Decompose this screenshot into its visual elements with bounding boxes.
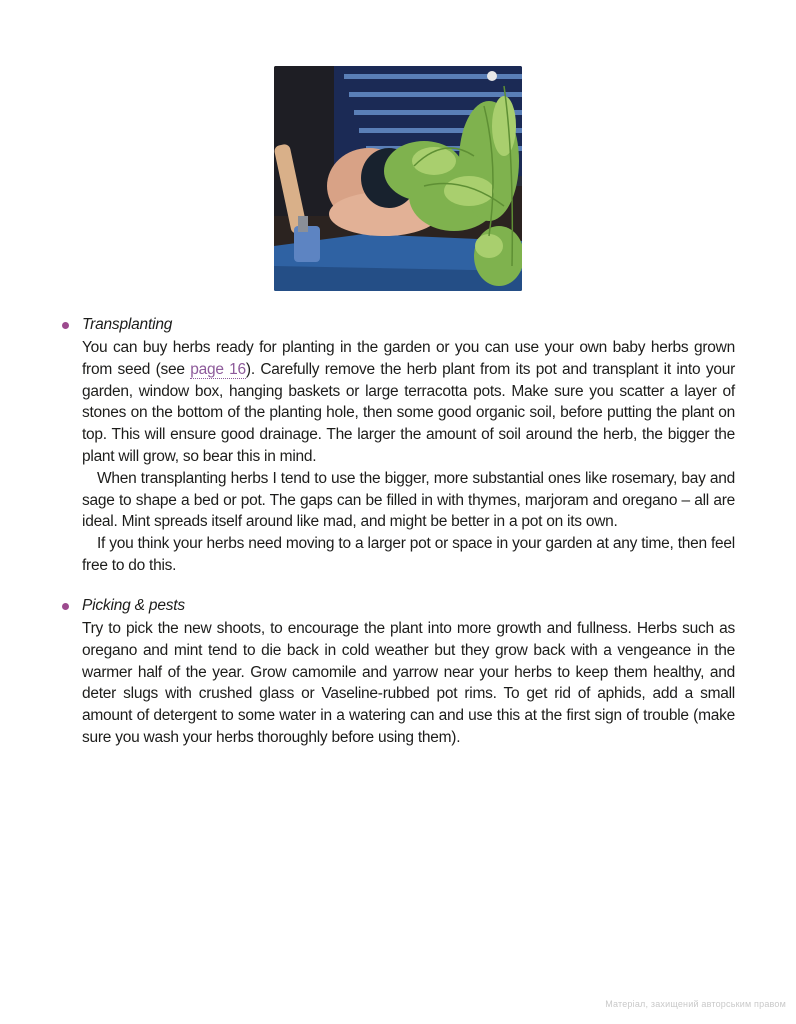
herb-photo xyxy=(274,66,522,291)
paragraph: When transplanting herbs I tend to use the bigger, more substantial ones like rosemary, bay and sage to shape a bed or pot. The gaps can be filled in with thymes, marjoram and oregano – all are ideal. Mint spreads itself around like mad, and might be better in a pot on its own. xyxy=(82,469,735,531)
section-body xyxy=(82,337,735,577)
paragraph-text: ). Carefully remove the herb plant from its pot and transplant it into your garden, window box, hanging baskets or large terracotta pots. Make sure you scatter a layer of stones on the bottom of the planting hole, then some good organic soil, before putting the plant on top. This will ensure good drainage. The larger the amount of soil around the herb, the bigger the plant will grow, so bear this in mind. xyxy=(82,360,735,465)
paragraph: If you think your herbs need moving to a larger pot or space in your garden at any time, then feel free to do this. xyxy=(82,535,735,574)
paragraph xyxy=(82,337,735,468)
bullet-dot xyxy=(62,603,69,610)
copyright-watermark: Матеріал, захищений авторським правом xyxy=(605,999,786,1009)
paragraph-text: You can buy herbs ready for planting in the garden or you can use your own baby herbs grown from seed (see xyxy=(82,339,735,378)
section-heading: Picking & pests xyxy=(82,597,185,614)
section-body xyxy=(82,618,735,749)
bullet-dot xyxy=(62,322,69,329)
section-heading: Transplanting xyxy=(82,316,173,333)
paragraph: Try to pick the new shoots, to encourage the plant into more growth and fullness. Herbs such as oregano and mint tend to die back in cold weather but they grow back with a vengeance in the warmer half of the year. Grow camomile and yarrow near your herbs to keep them healthy, and deter slugs with crushed glass or Vaseline-rubbed pot rims. To get rid of aphids, add a small amount of detergent to some water in a watering can and use this at the first sign of trouble (make sure you wash your herbs thoroughly before using them). xyxy=(82,620,735,746)
page-16-link[interactable]: page 16 xyxy=(190,360,246,378)
herb-photo-illustration xyxy=(274,66,522,291)
